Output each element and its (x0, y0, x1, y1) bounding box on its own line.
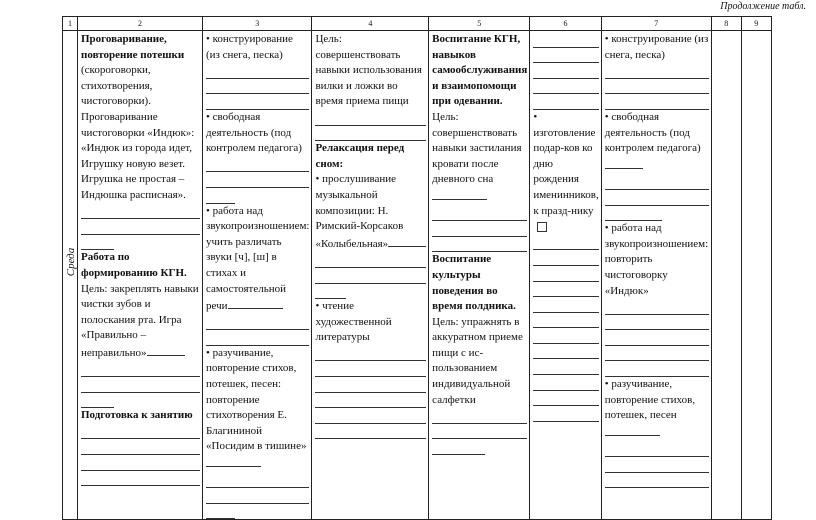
col-number: 4 (312, 17, 429, 31)
gift-making-item: • изготовление подар-ков ко дню рождения именинников, к празд-нику (533, 110, 598, 235)
snack-behavior-title: Воспитание культуры поведения во время полдника. (432, 253, 516, 313)
relaxation-text: • прослушивание музыкальной композиции: Н. Римский-Корсаков «Колыбельная» (315, 172, 426, 252)
poem-learning-item: • разучивание, повторение стихов, потешек, песен: повторение стихотворения Е. Благининой «Посидим в тишине» (206, 346, 309, 473)
cutlery-goal: Цель: совершенствовать навыки использования вилки и ложки во время приема пищи (315, 33, 422, 108)
free-activity-item: • свободная деятельность (под контролем педагога) (206, 110, 302, 155)
col-number: 3 (203, 17, 312, 31)
hygiene-text: Цель: закреплять навыки чистки зубов и полоскания рта. Игра «Правильно – неправильно» (81, 282, 199, 359)
col-number: 2 (78, 17, 203, 31)
evening-poem-item: • разучивание, повторение стихов, потешек, песен (605, 377, 709, 441)
col-number: 9 (741, 17, 771, 31)
evening-speech-item: • работа над звукопроизношением: повторить чистоговорку «Индюк» (604, 222, 709, 297)
afternoon-cell (429, 31, 530, 520)
col-number: 7 (601, 17, 711, 31)
self-care-goal: Цель: совершенствовать навыки застилания кровати после дневного сна (432, 110, 527, 206)
checkbox-icon (537, 222, 547, 232)
crafts-cell (530, 31, 601, 520)
evening-construction-item: • конструирование (из снега, песка) (604, 33, 709, 61)
meal-sleep-cell (312, 31, 429, 520)
empty-cell-9 (741, 31, 771, 520)
col-number: 6 (530, 17, 601, 31)
relaxation-title: Релаксация перед сном: (315, 142, 405, 170)
col-number: 5 (429, 17, 530, 31)
col-number: 8 (711, 17, 741, 31)
speech-sounds-item: • работа над звукопроизношением: учить различать звуки [ч], [ш] в стихах и самостоятельной речи (206, 204, 310, 313)
hygiene-title: Работа по формированию КГН. (81, 251, 187, 279)
evening-walk-cell (601, 31, 711, 520)
self-care-title: Воспитание КГН, навыков самообслуживания и взаимопомощи при одевании. (432, 33, 528, 108)
recitation-text: (скороговорки, стихотворения, чистоговорки). Проговаривание чистоговорки «Индюк»: «Индюк из города идет, Игрушку новую везет. Игрушка не простая – Индюшка расписная». (81, 64, 195, 201)
day-cell (63, 31, 78, 520)
day-row (63, 31, 772, 520)
continuation-caption: Продолжение табл. (720, 1, 806, 12)
construction-item: • конструирование (из снега, песка) (206, 33, 293, 61)
reading-item: • чтение художественной литературы (315, 300, 392, 344)
column-number-row (63, 17, 772, 31)
walk-activities-cell (203, 31, 312, 520)
lesson-prep-title: Подготовка к занятию (81, 409, 193, 422)
col-number: 1 (63, 17, 78, 31)
empty-cell-8 (711, 31, 741, 520)
plan-table (62, 16, 772, 520)
recitation-title: Проговаривание, повторение потешки (81, 33, 185, 61)
morning-activities-cell (78, 31, 203, 520)
day-label: Среда (65, 247, 77, 277)
snack-behavior-goal: Цель: упражнять в аккуратном приеме пищи с ис-пользованием индивидуальной салфетки (432, 315, 523, 406)
evening-free-activity-item: • свободная деятельность (под контролем педагога) (605, 110, 709, 174)
